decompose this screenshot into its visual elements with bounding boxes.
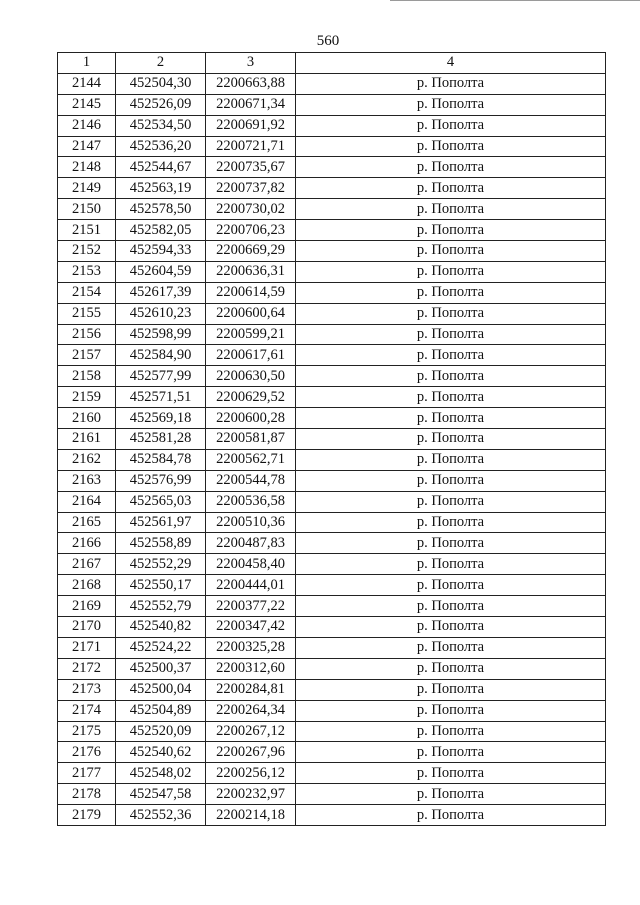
description-cell: р. Пополта xyxy=(296,429,606,450)
coordinate-y-cell: 2200630,50 xyxy=(206,366,296,387)
coordinate-y-cell: 2200617,61 xyxy=(206,345,296,366)
coordinate-y-cell: 2200614,59 xyxy=(206,282,296,303)
coordinate-y-cell: 2200599,21 xyxy=(206,324,296,345)
table-row xyxy=(58,157,606,178)
description-cell: р. Пополта xyxy=(296,261,606,282)
coordinate-y-cell: 2200669,29 xyxy=(206,241,296,262)
coordinate-x-cell: 452581,28 xyxy=(116,429,206,450)
point-number-cell: 2168 xyxy=(58,575,116,596)
coordinate-x-cell: 452610,23 xyxy=(116,303,206,324)
table-row xyxy=(58,282,606,303)
column-header-3: 3 xyxy=(206,53,296,74)
coordinate-y-cell: 2200284,81 xyxy=(206,679,296,700)
coordinate-y-cell: 2200691,92 xyxy=(206,115,296,136)
description-cell: р. Пополта xyxy=(296,199,606,220)
table-row xyxy=(58,805,606,826)
table-row xyxy=(58,658,606,679)
description-cell: р. Пополта xyxy=(296,303,606,324)
coordinate-y-cell: 2200730,02 xyxy=(206,199,296,220)
coordinate-y-cell: 2200264,34 xyxy=(206,700,296,721)
coordinate-x-cell: 452561,97 xyxy=(116,512,206,533)
coordinate-x-cell: 452540,82 xyxy=(116,617,206,638)
coordinate-x-cell: 452584,90 xyxy=(116,345,206,366)
point-number-cell: 2147 xyxy=(58,136,116,157)
table-row xyxy=(58,700,606,721)
point-number-cell: 2167 xyxy=(58,554,116,575)
description-cell: р. Пополта xyxy=(296,658,606,679)
coordinate-x-cell: 452504,30 xyxy=(116,73,206,94)
description-cell: р. Пополта xyxy=(296,94,606,115)
coordinate-y-cell: 2200444,01 xyxy=(206,575,296,596)
description-cell: р. Пополта xyxy=(296,637,606,658)
coordinate-x-cell: 452524,22 xyxy=(116,637,206,658)
table-row xyxy=(58,408,606,429)
coordinate-x-cell: 452552,29 xyxy=(116,554,206,575)
point-number-cell: 2157 xyxy=(58,345,116,366)
coordinate-y-cell: 2200600,64 xyxy=(206,303,296,324)
description-cell: р. Пополта xyxy=(296,470,606,491)
table-row xyxy=(58,387,606,408)
coordinate-x-cell: 452582,05 xyxy=(116,220,206,241)
point-number-cell: 2165 xyxy=(58,512,116,533)
table-row xyxy=(58,554,606,575)
page-number: 560 xyxy=(316,33,340,49)
coordinate-y-cell: 2200536,58 xyxy=(206,491,296,512)
point-number-cell: 2171 xyxy=(58,637,116,658)
table-row xyxy=(58,784,606,805)
coordinate-y-cell: 2200312,60 xyxy=(206,658,296,679)
coordinate-y-cell: 2200737,82 xyxy=(206,178,296,199)
coordinate-x-cell: 452563,19 xyxy=(116,178,206,199)
table-row xyxy=(58,324,606,345)
point-number-cell: 2175 xyxy=(58,721,116,742)
description-cell: р. Пополта xyxy=(296,596,606,617)
table-row xyxy=(58,533,606,554)
point-number-cell: 2159 xyxy=(58,387,116,408)
description-cell: р. Пополта xyxy=(296,73,606,94)
point-number-cell: 2178 xyxy=(58,784,116,805)
point-number-cell: 2162 xyxy=(58,449,116,470)
table-row xyxy=(58,679,606,700)
coordinate-x-cell: 452584,78 xyxy=(116,449,206,470)
table-row xyxy=(58,94,606,115)
coordinates-table xyxy=(57,52,606,826)
description-cell: р. Пополта xyxy=(296,115,606,136)
table-row xyxy=(58,303,606,324)
coordinate-y-cell: 2200629,52 xyxy=(206,387,296,408)
description-cell: р. Пополта xyxy=(296,805,606,826)
point-number-cell: 2148 xyxy=(58,157,116,178)
description-cell: р. Пополта xyxy=(296,157,606,178)
point-number-cell: 2145 xyxy=(58,94,116,115)
coordinate-y-cell: 2200256,12 xyxy=(206,763,296,784)
coordinate-x-cell: 452526,09 xyxy=(116,94,206,115)
coordinate-y-cell: 2200706,23 xyxy=(206,220,296,241)
point-number-cell: 2158 xyxy=(58,366,116,387)
coordinate-x-cell: 452578,50 xyxy=(116,199,206,220)
coordinate-x-cell: 452500,37 xyxy=(116,658,206,679)
description-cell: р. Пополта xyxy=(296,282,606,303)
table-row xyxy=(58,470,606,491)
description-cell: р. Пополта xyxy=(296,449,606,470)
coordinate-y-cell: 2200487,83 xyxy=(206,533,296,554)
description-cell: р. Пополта xyxy=(296,700,606,721)
description-cell: р. Пополта xyxy=(296,617,606,638)
coordinate-x-cell: 452540,62 xyxy=(116,742,206,763)
point-number-cell: 2170 xyxy=(58,617,116,638)
point-number-cell: 2152 xyxy=(58,241,116,262)
description-cell: р. Пополта xyxy=(296,742,606,763)
coordinate-x-cell: 452617,39 xyxy=(116,282,206,303)
description-cell: р. Пополта xyxy=(296,491,606,512)
coordinate-x-cell: 452569,18 xyxy=(116,408,206,429)
point-number-cell: 2144 xyxy=(58,73,116,94)
coordinate-x-cell: 452520,09 xyxy=(116,721,206,742)
table-row xyxy=(58,261,606,282)
description-cell: р. Пополта xyxy=(296,241,606,262)
table-row xyxy=(58,596,606,617)
coordinate-y-cell: 2200600,28 xyxy=(206,408,296,429)
point-number-cell: 2173 xyxy=(58,679,116,700)
table-row xyxy=(58,345,606,366)
description-cell: р. Пополта xyxy=(296,366,606,387)
description-cell: р. Пополта xyxy=(296,136,606,157)
point-number-cell: 2150 xyxy=(58,199,116,220)
coordinate-y-cell: 2200232,97 xyxy=(206,784,296,805)
point-number-cell: 2154 xyxy=(58,282,116,303)
point-number-cell: 2174 xyxy=(58,700,116,721)
table-row xyxy=(58,115,606,136)
coordinate-x-cell: 452594,33 xyxy=(116,241,206,262)
top-rule xyxy=(390,0,640,1)
point-number-cell: 2156 xyxy=(58,324,116,345)
point-number-cell: 2151 xyxy=(58,220,116,241)
table-row xyxy=(58,199,606,220)
point-number-cell: 2161 xyxy=(58,429,116,450)
table-row xyxy=(58,73,606,94)
column-header-1: 1 xyxy=(58,53,116,74)
column-header-2: 2 xyxy=(116,53,206,74)
coordinate-y-cell: 2200325,28 xyxy=(206,637,296,658)
description-cell: р. Пополта xyxy=(296,763,606,784)
coordinate-y-cell: 2200510,36 xyxy=(206,512,296,533)
coordinate-x-cell: 452500,04 xyxy=(116,679,206,700)
coordinate-y-cell: 2200544,78 xyxy=(206,470,296,491)
coordinate-x-cell: 452548,02 xyxy=(116,763,206,784)
description-cell: р. Пополта xyxy=(296,533,606,554)
coordinate-y-cell: 2200671,34 xyxy=(206,94,296,115)
table-row xyxy=(58,721,606,742)
column-header-4: 4 xyxy=(296,53,606,74)
table-row xyxy=(58,366,606,387)
description-cell: р. Пополта xyxy=(296,721,606,742)
table-row xyxy=(58,449,606,470)
table-row xyxy=(58,491,606,512)
description-cell: р. Пополта xyxy=(296,408,606,429)
point-number-cell: 2166 xyxy=(58,533,116,554)
coordinate-y-cell: 2200636,31 xyxy=(206,261,296,282)
table-row xyxy=(58,512,606,533)
table-row xyxy=(58,136,606,157)
table-body xyxy=(58,73,606,825)
coordinate-x-cell: 452558,89 xyxy=(116,533,206,554)
point-number-cell: 2153 xyxy=(58,261,116,282)
point-number-cell: 2149 xyxy=(58,178,116,199)
table-row xyxy=(58,429,606,450)
coordinate-x-cell: 452598,99 xyxy=(116,324,206,345)
description-cell: р. Пополта xyxy=(296,387,606,408)
coordinate-x-cell: 452504,89 xyxy=(116,700,206,721)
description-cell: р. Пополта xyxy=(296,679,606,700)
coordinate-x-cell: 452536,20 xyxy=(116,136,206,157)
table-row xyxy=(58,637,606,658)
coordinate-y-cell: 2200562,71 xyxy=(206,449,296,470)
coordinate-x-cell: 452571,51 xyxy=(116,387,206,408)
description-cell: р. Пополта xyxy=(296,345,606,366)
point-number-cell: 2146 xyxy=(58,115,116,136)
coordinate-y-cell: 2200581,87 xyxy=(206,429,296,450)
coordinate-x-cell: 452544,67 xyxy=(116,157,206,178)
point-number-cell: 2164 xyxy=(58,491,116,512)
table-row xyxy=(58,617,606,638)
coordinate-y-cell: 2200721,71 xyxy=(206,136,296,157)
table-row xyxy=(58,241,606,262)
coordinate-y-cell: 2200663,88 xyxy=(206,73,296,94)
coordinate-x-cell: 452552,79 xyxy=(116,596,206,617)
point-number-cell: 2160 xyxy=(58,408,116,429)
coordinate-y-cell: 2200267,12 xyxy=(206,721,296,742)
coordinate-x-cell: 452534,50 xyxy=(116,115,206,136)
point-number-cell: 2179 xyxy=(58,805,116,826)
coordinate-y-cell: 2200214,18 xyxy=(206,805,296,826)
table-row xyxy=(58,742,606,763)
description-cell: р. Пополта xyxy=(296,324,606,345)
point-number-cell: 2163 xyxy=(58,470,116,491)
coordinate-x-cell: 452604,59 xyxy=(116,261,206,282)
coordinate-y-cell: 2200347,42 xyxy=(206,617,296,638)
coordinate-x-cell: 452576,99 xyxy=(116,470,206,491)
table-row xyxy=(58,763,606,784)
table-row xyxy=(58,575,606,596)
description-cell: р. Пополта xyxy=(296,220,606,241)
point-number-cell: 2172 xyxy=(58,658,116,679)
table-header-row xyxy=(58,53,606,74)
coordinate-y-cell: 2200377,22 xyxy=(206,596,296,617)
coordinate-x-cell: 452552,36 xyxy=(116,805,206,826)
description-cell: р. Пополта xyxy=(296,178,606,199)
table-row xyxy=(58,178,606,199)
coordinate-y-cell: 2200267,96 xyxy=(206,742,296,763)
point-number-cell: 2177 xyxy=(58,763,116,784)
coordinate-x-cell: 452547,58 xyxy=(116,784,206,805)
coordinate-x-cell: 452550,17 xyxy=(116,575,206,596)
description-cell: р. Пополта xyxy=(296,784,606,805)
point-number-cell: 2176 xyxy=(58,742,116,763)
coordinate-y-cell: 2200735,67 xyxy=(206,157,296,178)
point-number-cell: 2155 xyxy=(58,303,116,324)
point-number-cell: 2169 xyxy=(58,596,116,617)
description-cell: р. Пополта xyxy=(296,575,606,596)
description-cell: р. Пополта xyxy=(296,512,606,533)
description-cell: р. Пополта xyxy=(296,554,606,575)
table-row xyxy=(58,220,606,241)
coordinate-x-cell: 452565,03 xyxy=(116,491,206,512)
coordinate-y-cell: 2200458,40 xyxy=(206,554,296,575)
coordinate-x-cell: 452577,99 xyxy=(116,366,206,387)
